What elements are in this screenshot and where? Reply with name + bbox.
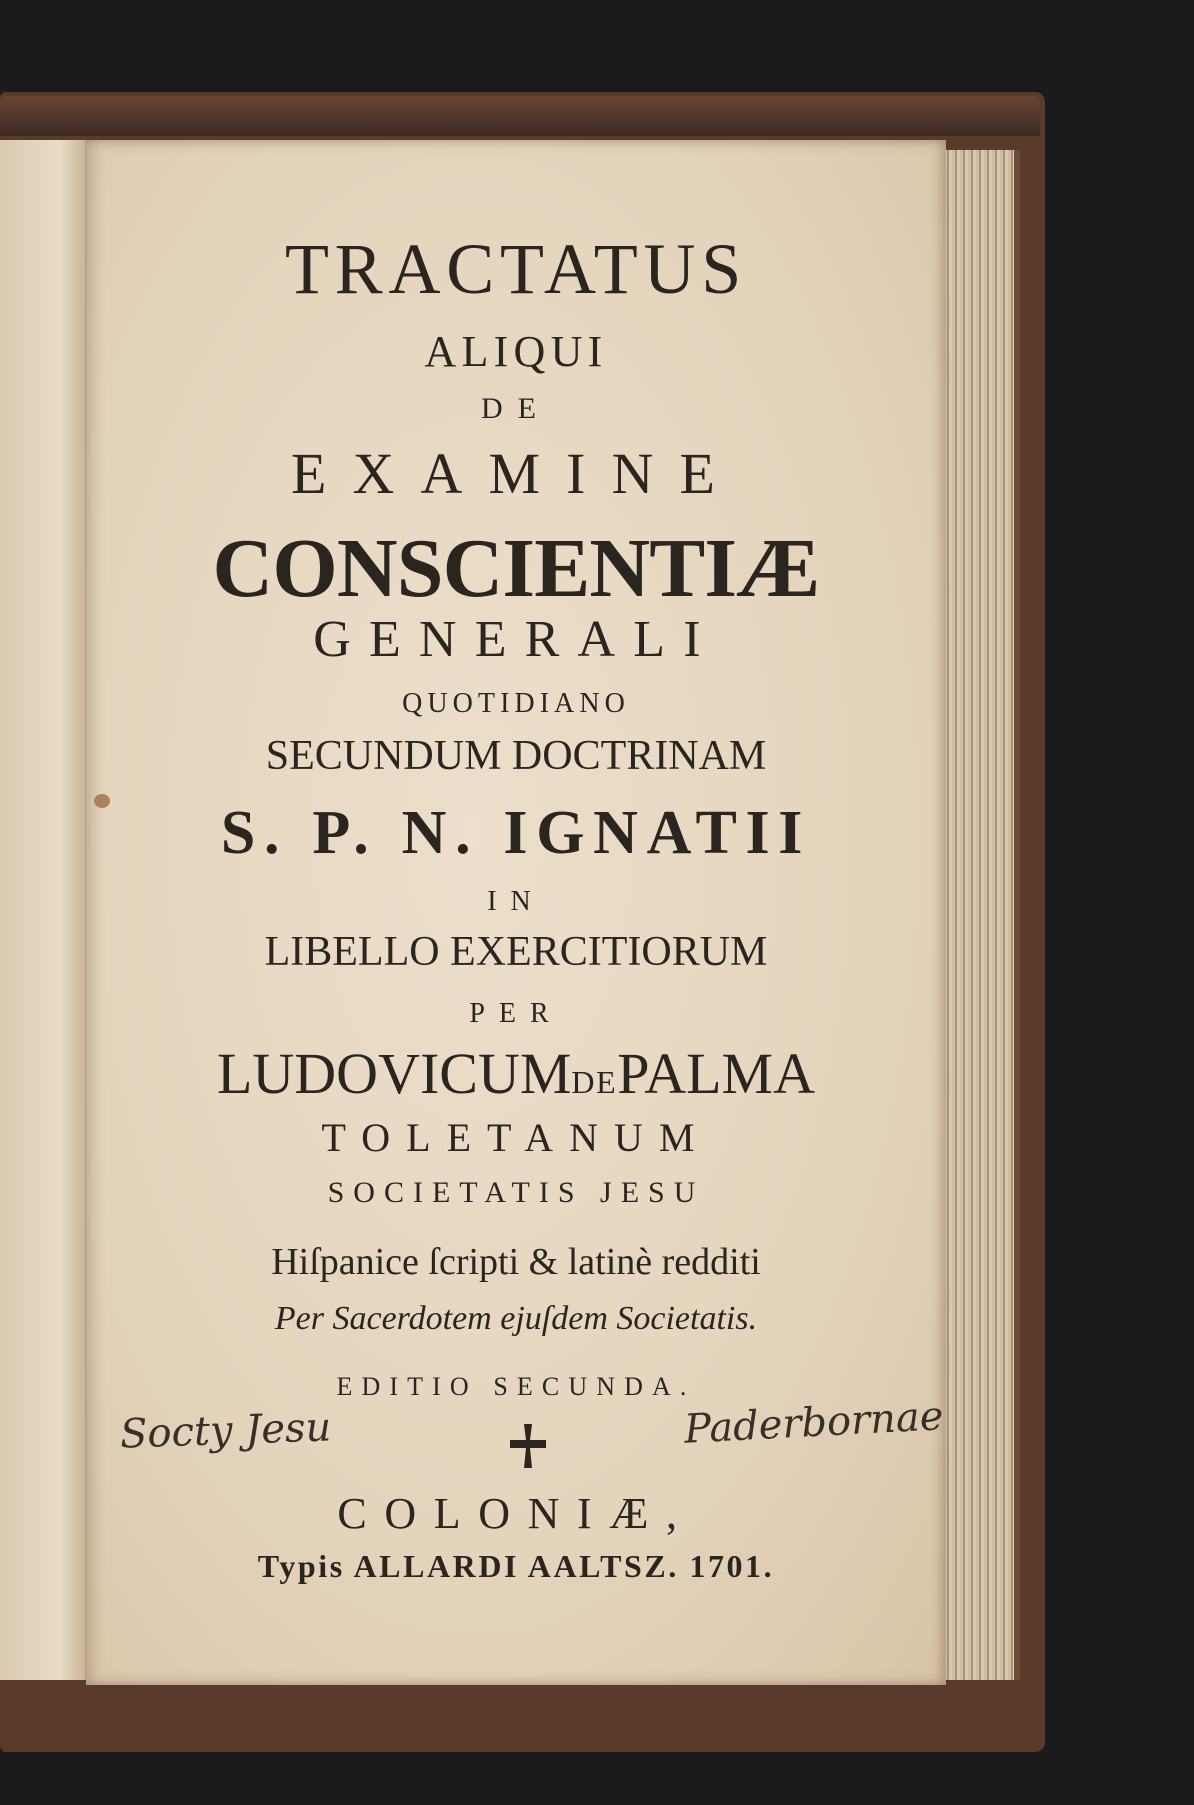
left-page — [0, 140, 87, 1680]
title-line: TRACTATUS — [284, 229, 748, 309]
page-edges — [944, 150, 1020, 1680]
cross-ornament-icon — [502, 1420, 554, 1472]
paper-stain — [94, 794, 110, 808]
title-line: PER — [469, 998, 563, 1029]
title-line: SECUNDUM DOCTRINAM — [265, 733, 767, 779]
title-page — [86, 140, 946, 1685]
title-line: QUOTIDIANO — [402, 688, 630, 719]
handwritten-inscription-left: Socty Jesu — [119, 1404, 333, 1458]
title-line: ALIQUI — [424, 327, 608, 376]
title-line: IN — [487, 886, 545, 917]
handwritten-inscription-right: Paderbornae — [682, 1393, 945, 1453]
author-particle: DE — [571, 1064, 618, 1100]
title-line: SOCIETATIS JESU — [327, 1176, 705, 1209]
title-line: TOLETANUM — [321, 1115, 711, 1160]
title-line: Hiſpanice ſcripti & latinè redditi — [271, 1241, 761, 1283]
imprint-place: COLONIÆ, — [337, 1489, 695, 1538]
author-last: PALMA — [617, 1041, 815, 1106]
edition-line: EDITIO SECUNDA. — [336, 1372, 696, 1401]
book-top-edge — [0, 96, 1040, 136]
title-line: CONSCIENTIÆ — [212, 522, 820, 615]
title-line: EXAMINE — [290, 441, 742, 506]
title-line: GENERALI — [313, 611, 719, 668]
author-first: LUDOVICUM — [216, 1041, 572, 1106]
title-line: Per Sacerdotem ejuſdem Societatis. — [274, 1300, 758, 1337]
title-line: S. P. N. IGNATII — [220, 799, 812, 867]
title-line: DE — [481, 392, 551, 425]
author-line — [86, 1040, 946, 1107]
title-line: LIBELLO EXERCITIORUM — [264, 929, 768, 975]
imprint-printer: Typis ALLARDI AALTSZ. 1701. — [257, 1548, 775, 1584]
